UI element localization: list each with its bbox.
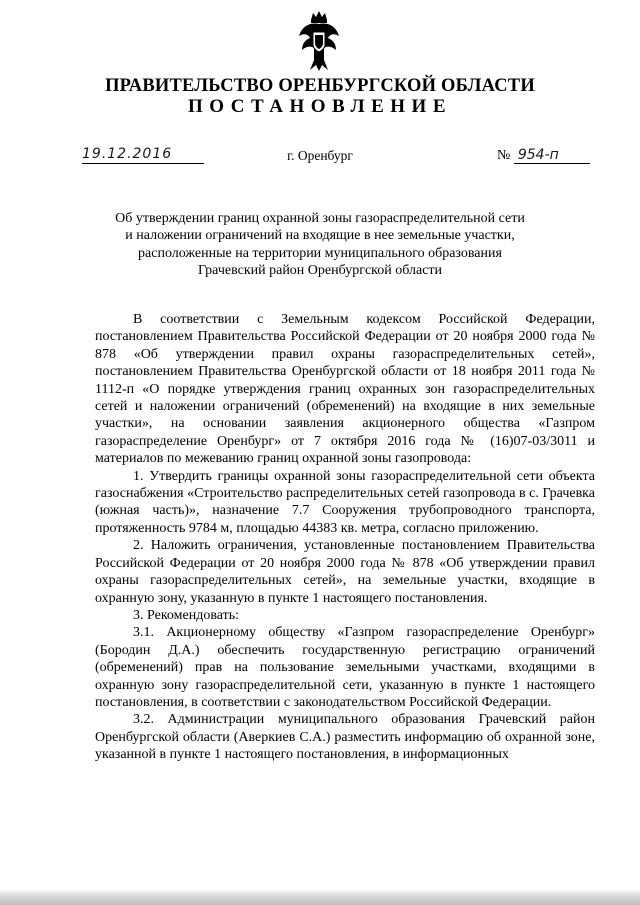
- document-subject: [100, 210, 540, 279]
- document-date: 19.12.2016: [82, 146, 204, 164]
- number-value: 954-п: [514, 147, 590, 164]
- clause-2: 2. Наложить ограничения, установленные постановлением Правительства Российской Федерации от 20 ноября 2000 года № 878 «Об утверждении правил охраны газораспределительных сетей», на земельные участки, входящие в охранную зону, указанную в пункте 1 настоящего постановления.: [95, 538, 595, 606]
- number-label: №: [497, 148, 511, 163]
- subject-line: расположенные на территории муниципального образования: [138, 245, 502, 261]
- clause-3-1: 3.1. Акционерному обществу «Газпром газораспределение Оренбург» (Бородин Д.А.) обеспечить государственную регистрацию ограничений (обременений) прав на пользование земельными участками, входящими в охранную зону газораспределительной сети, указанную в пункте 1 настоящего постановления, в соответствии с законодательством Российской Федерации.: [95, 625, 595, 710]
- government-title: ПРАВИТЕЛЬСТВО ОРЕНБУРГСКОЙ ОБЛАСТИ: [105, 76, 535, 96]
- clause-3: 3. Рекомендовать:: [133, 607, 239, 623]
- document-body: [95, 311, 595, 764]
- clause-3-2: 3.2. Администрации муниципального образования Грачевский район Оренбургской области (Аверкиев С.А.) разместить информацию об охранной зоне, указанной в пункте 1 настоящего постановления, в информационных: [95, 712, 595, 763]
- scan-edge: [0, 889, 640, 905]
- subject-line: Грачевский район Оренбургской области: [197, 262, 443, 278]
- subject-line: и наложении ограничений на входящие в нее земельные участки,: [125, 228, 515, 244]
- document-type: ПОСТАНОВЛЕНИЕ: [187, 96, 453, 117]
- clause-1: 1. Утвердить границы охранной зоны газораспределительной сети объекта газоснабжения «Строительство распределительных сетей газопровода в с. Грачевка (южная часть)», назначение 7.7 Сооружения трубопроводного транспорта, протяженность 9784 м, площадью 44383 кв. метра, согласно приложению.: [95, 468, 595, 536]
- subject-line: Об утверждении границ охранной зоны газораспределительной сети: [115, 211, 525, 226]
- document-city: г. Оренбург: [287, 148, 353, 163]
- coat-of-arms-icon: [296, 10, 342, 72]
- document-number: [497, 147, 590, 164]
- preamble-paragraph: В соответствии с Земельным кодексом Российской Федерации, постановлением Правительства Российской Федерации от 20 ноября 2000 года № 878 «Об утверждении правил охраны газораспределительных сетей», постановлением Правительства Оренбургской области от 18 ноября 2011 года № 1112-п «О порядке утверждения границ охранных зон газораспределительных сетей и наложении ограничений (обременений) на входящие в них земельные участки», на основании заявления акционерного общества «Газпром газораспределение Оренбург» от 7 октября 2016 года № (16)07-03/3011 и материалов по межеванию границ охранной зоны газопровода:: [95, 312, 595, 467]
